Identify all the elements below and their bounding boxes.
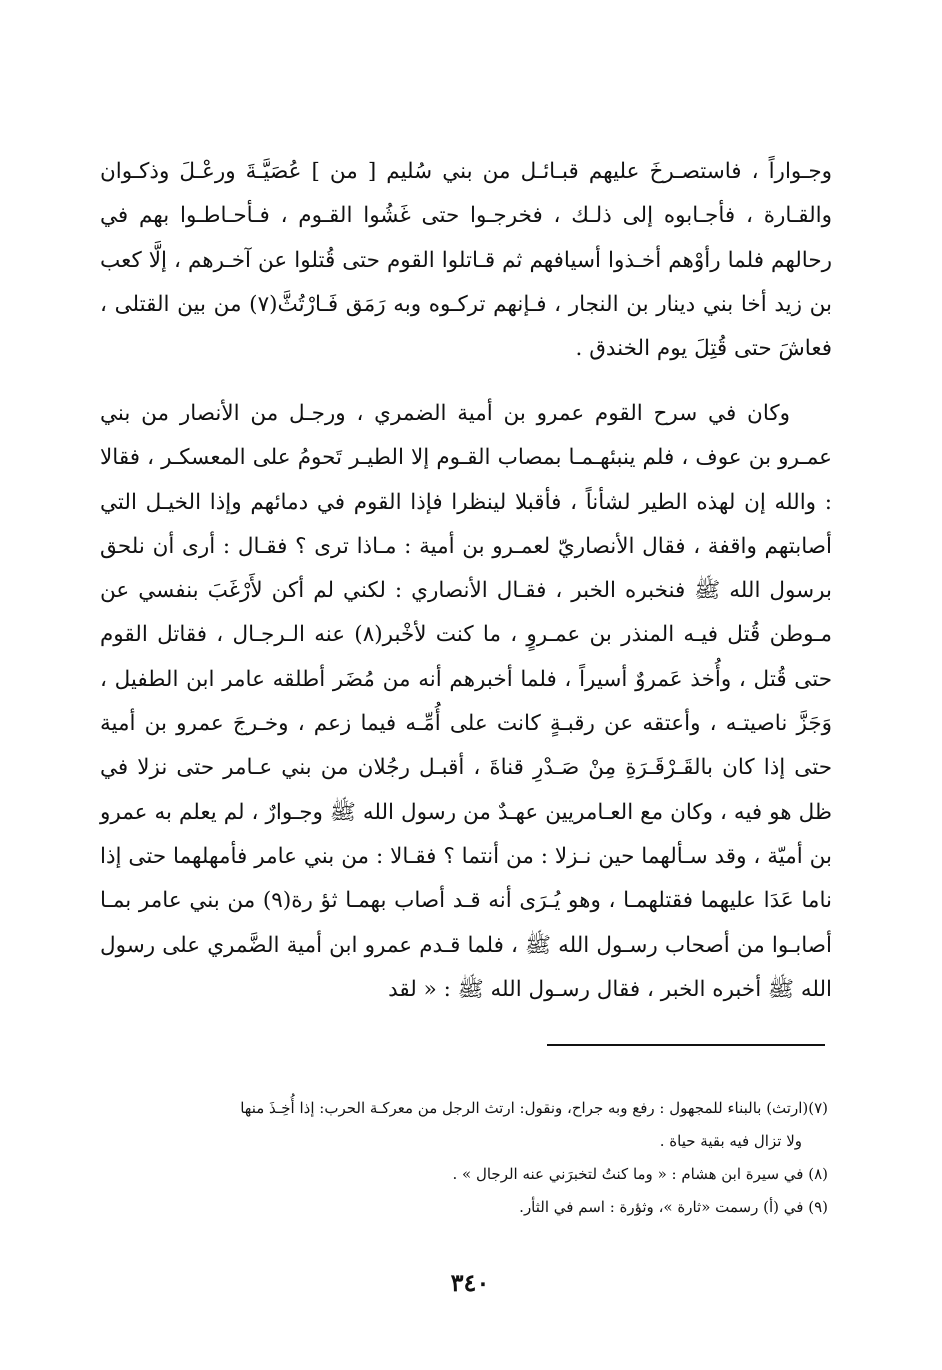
paragraph-1-text: وجـواراً ، فاستصـرخَ عليهم قبـائـل من بني سُليم [ من ] عُصَيَّـةَ ورعْـلَ وذكـوان والقـارة ، فأجـابوه إلى ذلـك ، فخرجـوا حتى غَشُوا القـوم ، فـأحـاطـوا بهم في رحالهم فلما رأوْهم أخـذوا أسيافهم ثم قـاتلوا القوم حتى قُتلوا عن آخـرهم ، إلَّا كعب بن زيد أخا بني دينار بن النجار ، فـإنهم تركـوه وبه رَمَق فَـارْتُثَّ(٧) من بين القتلى ، فعاشَ حتى قُتِلَ يوم الخندق . [100, 159, 832, 362]
footnote-7-line-2: ولا تزال فيه بقية حياة . [659, 1132, 802, 1150]
main-text-paragraph-1 [100, 150, 832, 371]
footnote-9: (٩) في (أ) رسمت «ثارة »، وثؤرة : اسم في الثأر. [519, 1198, 828, 1216]
paragraph-2-text: وكان في سرح القوم عمرو بن أمية الضمري ، ورجـل من الأنصار من بني عمـرو بن عوف ، فلم ينبئهـمـا بمصاب القـوم إلا الطيـر تَحومُ على المعسكـر ، فقالا : والله إن لهذه الطير لشأناً ، فأقبلا لينظرا فإذا القوم في دمائهم وإذا الخيـل التي أصابتهم واقفة ، فقال الأنصاريّ لعمـرو بن أمية : مـاذا ترى ؟ فقـال : أرى أن نلحق برسول الله ﷺ فنخبره الخبر ، فقـال الأنصاري : لكني لم أكن لأَرْغَبَ بنفسي عن مـوطن قُتل فيـه المنذر بن عمـروٍ ، ما كنت لأخْبر(٨) عنه الـرجـال ، فقاتل القوم حتى قُتل ، وأُخذ عَمروٌ أسيراً ، فلما أخبرهم أنه من مُضَر أطلقه عامر ابن الطفيل ، وَجَزَّ ناصيتـه ، وأعتقه عن رقبـةٍ كانت على أُمِّـه فيما زعم ، وخـرجَ عمرو بن أمية حتى إذا كان بالقَـرْقَـرَةِ مِنْ صَـدْرِ قناةَ ، أقبـل رجُلان من بني عـامر حتى نزلا في ظل هو فيه ، وكان مع العـامريين عهـدٌ من رسول الله ﷺ وجـوارٌ ، لم يعلم به عمرو بن أميّة ، وقد سـألهما حين نـزلا : من أنتما ؟ فقـالا : من بني عامر فأمهلهما حتى إذا ناما عَدَا عليهما فقتلهمـا ، وهو يُـرَى أنه قـد أصاب بهمـا ثؤ رة(٩) من بني عامر بمـا أصابـوا من أصحاب رسـول الله ﷺ ، فلما قـدم عمرو ابن أمية الضَّمري على رسول الله ﷺ أخبره الخبر ، فقال رسـول الله ﷺ : « لقد [100, 401, 832, 1002]
footnote-separator-line [547, 1044, 825, 1046]
main-text-paragraph-2 [100, 392, 832, 1012]
footnotes-section [100, 1092, 828, 1224]
footnote-8: (٨) في سيرة ابن هشام : « وما كنتُ لتخبرَني عنه الرجال » . [452, 1165, 828, 1183]
page-number: ٣٤٠ [450, 1268, 490, 1297]
footnote-7-line-1: (٧)(ارتث) بالبناء للمجهول : رفع وبه جراح، ونقول: ارتث الرجل من معركـة الحرب: إذا أُخِـذَ منها [240, 1099, 828, 1117]
